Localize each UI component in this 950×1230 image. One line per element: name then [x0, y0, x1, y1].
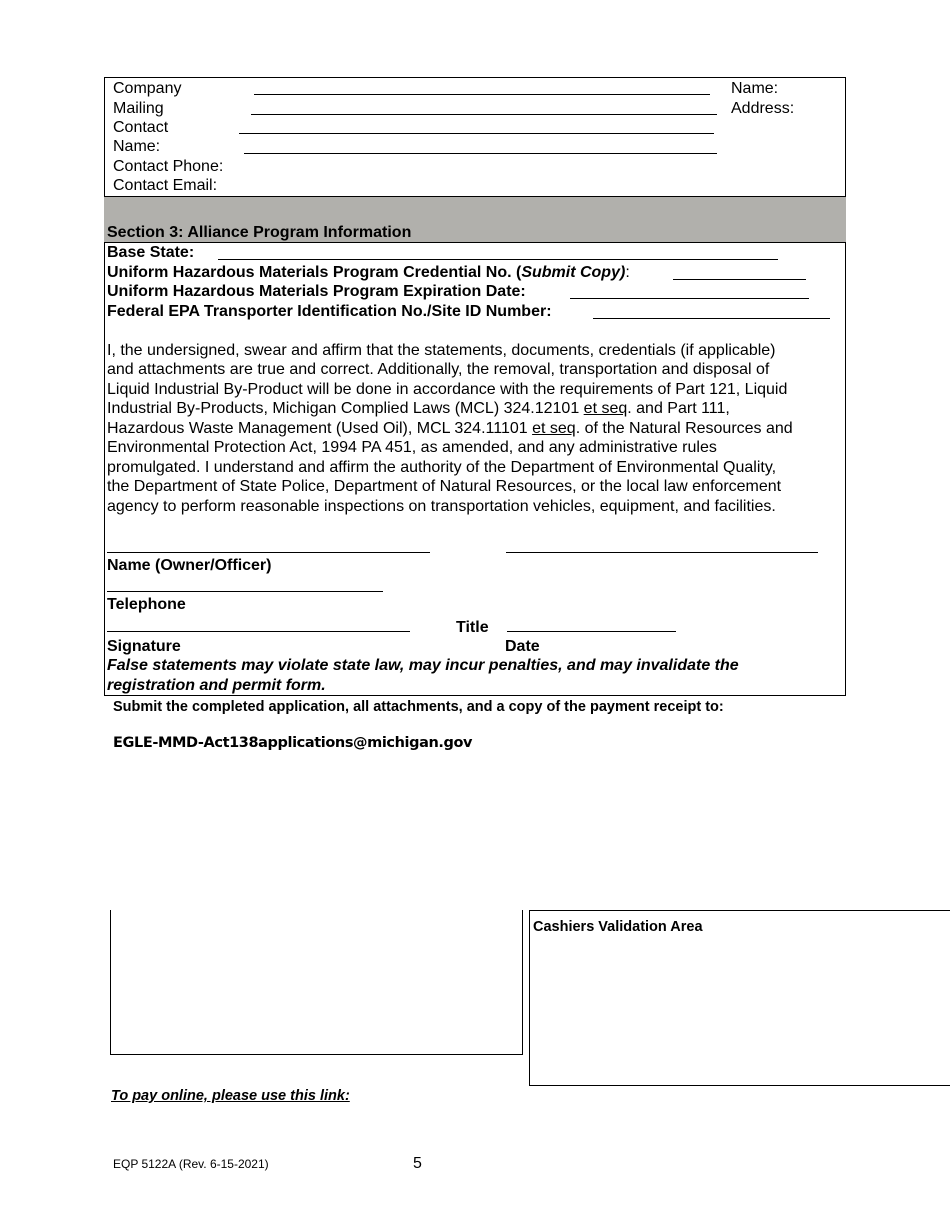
declaration-line: I, the undersigned, swear and affirm that the statements, documents, credentials (if applicable): [107, 342, 776, 359]
warning-text: False statements may violate state law, may incur penalties, and may invalidate the: [107, 657, 739, 674]
mailing-label: Mailing: [113, 100, 164, 117]
contact-label: Contact: [113, 119, 169, 136]
expiration-date-field[interactable]: [570, 298, 809, 299]
declaration-line: Environmental Protection Act, 1994 PA 451, as amended, and any administrative rules: [107, 439, 717, 456]
telephone-label: Telephone: [107, 596, 186, 613]
page-number: 5: [413, 1155, 422, 1172]
declaration-line: and attachments are true and correct. Additionally, the removal, transportation and disposal of: [107, 361, 770, 378]
owner-name-field[interactable]: [107, 552, 430, 553]
owner-name-label: Name (Owner/Officer): [107, 557, 272, 574]
credential-colon: :: [625, 264, 630, 281]
credential-label-text: Uniform Hazardous Materials Program Credential No. (: [107, 264, 522, 281]
base-state-field[interactable]: [218, 259, 778, 260]
contact-name-field[interactable]: [239, 133, 714, 134]
declaration-text: Hazardous Waste Management (Used Oil), MCL 324.11101: [107, 420, 533, 437]
contact-email-label: Contact Email:: [113, 177, 218, 194]
credential-number-field[interactable]: [673, 279, 806, 280]
payment-receipt-box: [110, 910, 523, 1055]
declaration-line: [107, 419, 793, 439]
et-seq-text: et seq: [583, 400, 628, 417]
declaration-text: . and Part 111,: [627, 400, 730, 417]
epa-id-label: Federal EPA Transporter Identification No./Site ID Number:: [107, 303, 552, 320]
title-field[interactable]: [507, 631, 676, 632]
pay-online-link[interactable]: To pay online, please use this link:: [111, 1088, 350, 1104]
owner-name-field-2[interactable]: [506, 552, 818, 553]
contact-name-label: Name:: [113, 138, 161, 155]
credential-label: [107, 263, 630, 283]
expiration-label: Uniform Hazardous Materials Program Expiration Date:: [107, 283, 526, 300]
declaration-line: the Department of State Police, Department of Natural Resources, or the local law enforcement: [107, 478, 782, 495]
base-state-label: Base State:: [107, 244, 195, 261]
contact-phone-field[interactable]: [244, 153, 717, 154]
declaration-line: promulgated. I understand and affirm the authority of the Department of Environmental Quality,: [107, 459, 777, 476]
submission-email[interactable]: EGLE-MMD-Act138applications@michigan.gov: [113, 735, 473, 751]
warning-text: registration and permit form.: [107, 677, 326, 694]
submission-instructions: Submit the completed application, all attachments, and a copy of the payment receipt to:: [113, 699, 724, 715]
et-seq-text: et seq: [532, 420, 576, 437]
declaration-text: . of the Natural Resources and: [575, 420, 793, 437]
section-title: Section 3: Alliance Program Information: [107, 224, 412, 241]
company-name-field[interactable]: [254, 94, 710, 95]
declaration-line: agency to perform reasonable inspections on transportation vehicles, equipment, and facilities.: [107, 498, 776, 515]
declaration-line: Liquid Industrial By-Product will be done in accordance with the requirements of Part 121, Liquid: [107, 381, 788, 398]
mailing-address-field[interactable]: [251, 114, 717, 115]
declaration-line: [107, 399, 730, 419]
contact-phone-label: Contact Phone:: [113, 158, 224, 175]
cashier-title: Cashiers Validation Area: [533, 919, 703, 935]
company-label: Company: [113, 80, 182, 97]
submit-copy-text: Submit Copy): [521, 264, 626, 281]
cashier-validation-box: [529, 910, 950, 1086]
company-name-label: Name:: [731, 80, 779, 97]
declaration-text: Industrial By-Products, Michigan Complied Laws (MCL) 324.12101: [107, 400, 584, 417]
telephone-field[interactable]: [107, 591, 383, 592]
form-id: EQP 5122A (Rev. 6-15-2021): [113, 1157, 269, 1171]
title-label: Title: [456, 619, 489, 636]
mailing-address-label: Address:: [731, 100, 795, 117]
epa-id-field[interactable]: [593, 318, 830, 319]
date-label: Date: [505, 638, 540, 655]
signature-label: Signature: [107, 638, 181, 655]
signature-field[interactable]: [107, 631, 410, 632]
